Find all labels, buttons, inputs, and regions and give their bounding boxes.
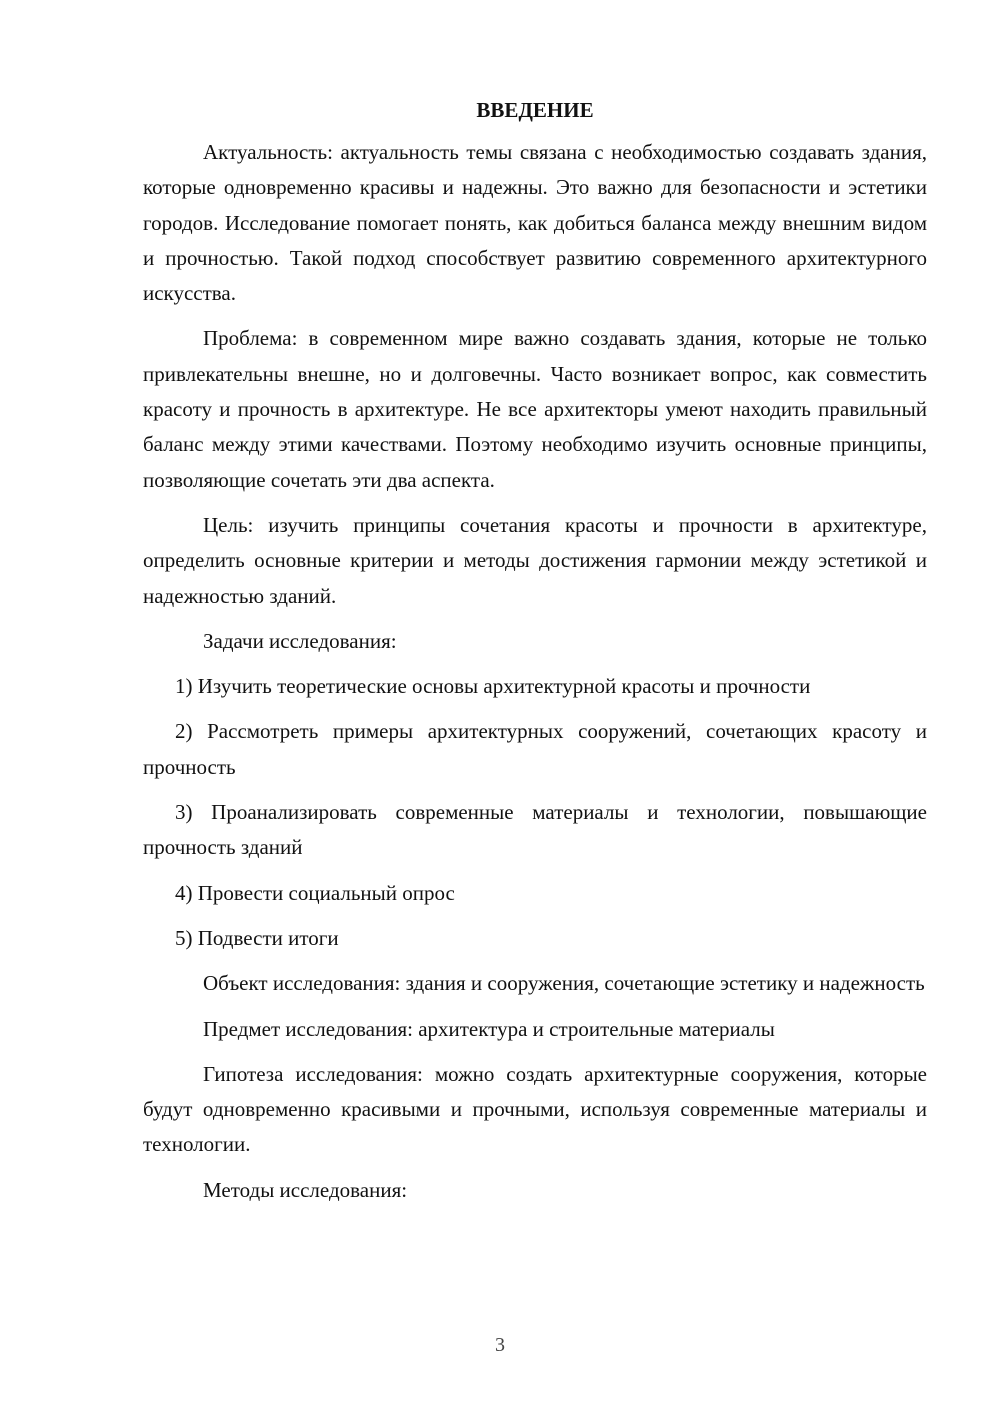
task-item-5: 5) Подвести итоги xyxy=(175,925,339,950)
paragraph-object: Объект исследования: здания и сооружения, сочетающие эстетику и надежность xyxy=(203,971,925,996)
task-item-3: 3) Проанализировать современные материалы и технологии, повышающие прочность зданий xyxy=(143,800,927,860)
task-item-1: 1) Изучить теоретические основы архитектурной красоты и прочности xyxy=(175,674,811,699)
section-title: ВВЕДЕНИЕ xyxy=(476,98,594,122)
paragraph-tasks-heading: Задачи исследования: xyxy=(203,628,397,653)
task-item-4: 4) Провести социальный опрос xyxy=(175,880,455,905)
page-number: 3 xyxy=(495,1334,505,1356)
paragraph-subject: Предмет исследования: архитектура и строительные материалы xyxy=(203,1016,775,1041)
task-item-2: 2) Рассмотреть примеры архитектурных сооружений, сочетающих красоту и прочность xyxy=(143,719,927,779)
paragraph-methods-heading: Методы исследования: xyxy=(203,1177,408,1202)
paragraph-problem: Проблема: в современном мире важно создавать здания, которые не только привлекательны внешне, но и долговечны. Часто возникает вопрос, как совместить красоту и прочность в архитектуре. Не все архитекторы умеют находить правильный баланс между этими качествами. Поэтому необходимо изучить основные принципы, позволяющие сочетать эти два аспекта. xyxy=(143,326,927,492)
paragraph-goal: Цель: изучить принципы сочетания красоты и прочности в архитектуре, определить основные критерии и методы достижения гармонии между эстетикой и надежностью зданий. xyxy=(143,512,927,608)
document-page xyxy=(143,93,927,1218)
paragraph-relevance: Актуальность: актуальность темы связана с необходимостью создавать здания, которые одновременно красивы и надежны. Это важно для безопасности и эстетики городов. Исследование помогает понять, как добиться баланса между внешним видом и прочностью. Такой подход способствует развитию современного архитектурного искусства. xyxy=(143,140,927,306)
paragraph-hypothesis: Гипотеза исследования: можно создать архитектурные сооружения, которые будут одновременно красивыми и прочными, используя современные материалы и технологии. xyxy=(143,1061,927,1157)
